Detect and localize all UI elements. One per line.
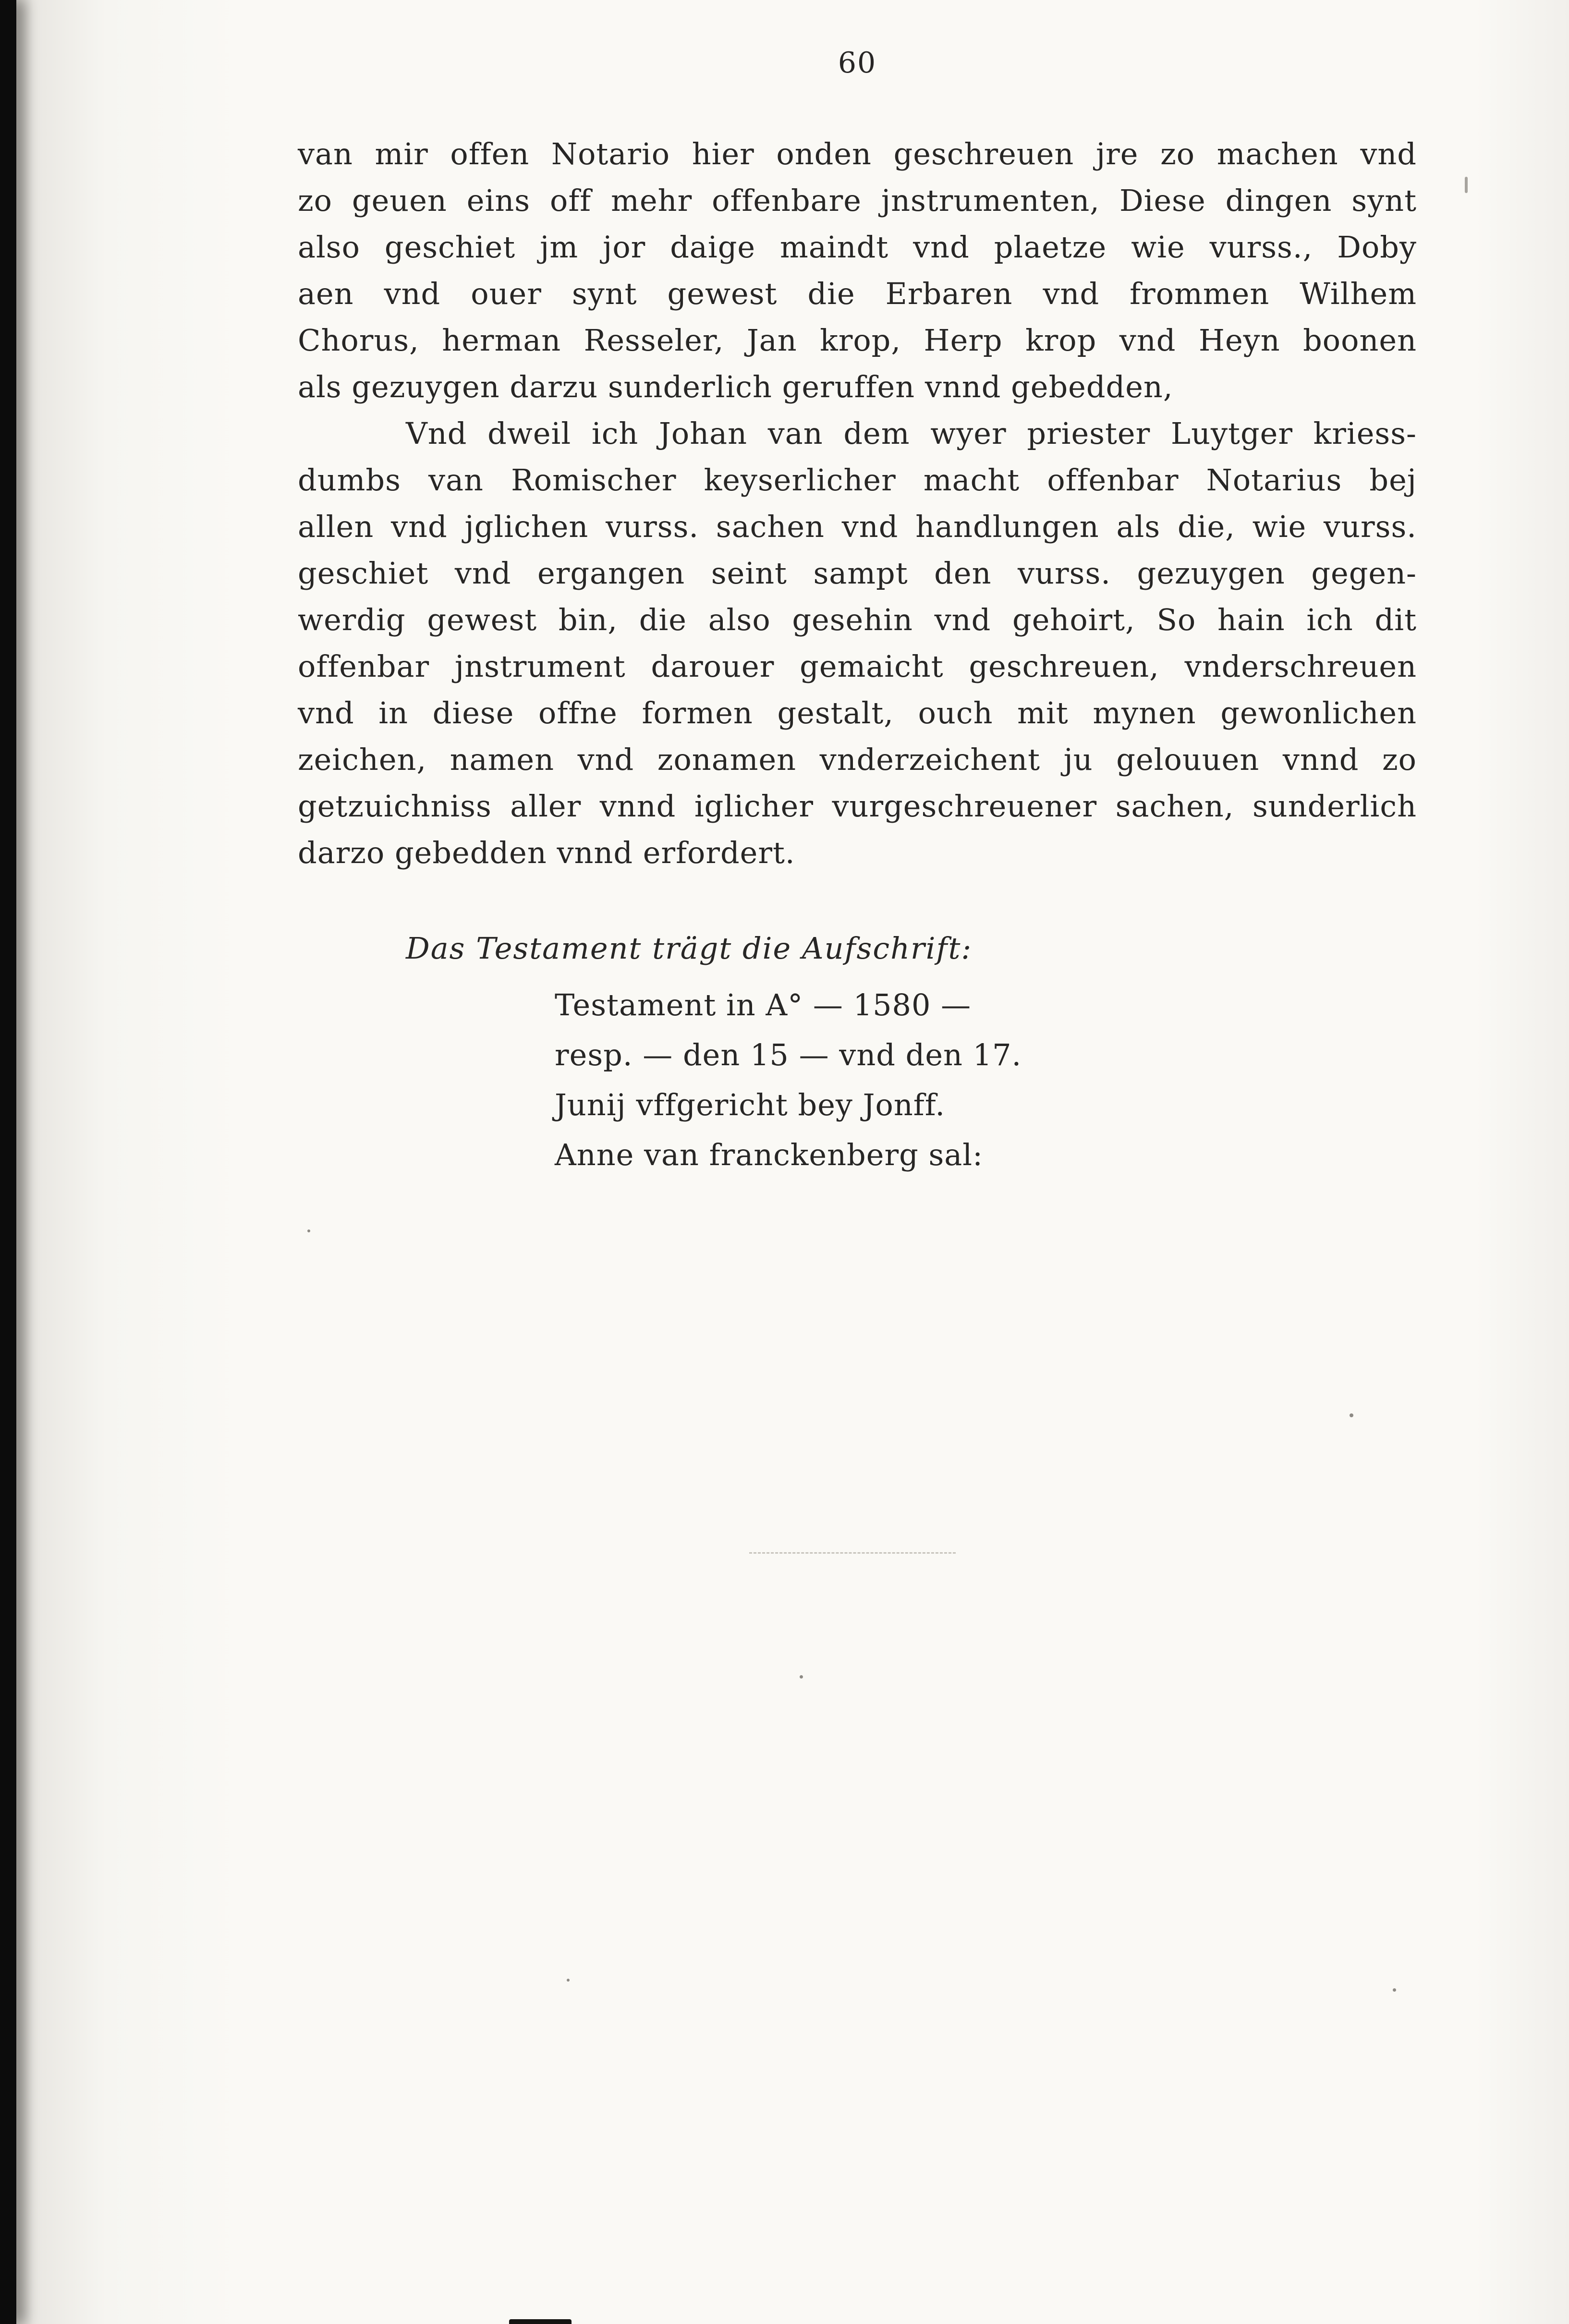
paragraph-1 xyxy=(298,131,1417,410)
scan-edge-artifact xyxy=(0,0,16,2324)
main-text-block xyxy=(298,131,1417,1180)
text-line: aen vnd ouer synt gewest die Erbaren vnd frommen Wilhem xyxy=(298,276,1417,311)
text-line: also geschiet jm jor daige maindt vnd plaetze wie vurss., Doby xyxy=(298,230,1417,265)
inscription-block xyxy=(298,980,1417,1180)
text-line: geschiet vnd ergangen seint sampt den vurss. gezuygen gegen- xyxy=(298,556,1417,591)
inscription-line: Anne van franckenberg sal: xyxy=(555,1137,983,1172)
caption-italic: Das Testament trägt die Aufschrift: xyxy=(406,931,973,966)
inscription-line: Junij vffgericht bey Jonff. xyxy=(555,1087,946,1122)
text-line: getzuichniss aller vnnd iglicher vurgeschreuener sachen, sunderlich xyxy=(298,789,1417,824)
text-line: darzo gebedden vnnd erfordert. xyxy=(298,835,795,870)
text-line: zo geuen eins off mehr offenbare jnstrumenten, Diese dingen synt xyxy=(298,183,1417,218)
text-line: van mir offen Notario hier onden geschreuen jre zo machen vnd xyxy=(298,136,1417,171)
inscription-line: resp. — den 15 — vnd den 17. xyxy=(555,1037,1022,1072)
text-line: werdig gewest bin, die also gesehin vnd gehoirt, So hain ich dit xyxy=(298,602,1417,637)
scan-speck xyxy=(307,1229,310,1232)
paragraph-2 xyxy=(298,410,1417,876)
scan-smudge-artifact xyxy=(509,2319,572,2324)
text-line: vnd in diese offne formen gestalt, ouch mit mynen gewonlichen xyxy=(298,695,1417,730)
scan-speck xyxy=(1465,177,1468,193)
faint-dashed-line-artifact xyxy=(749,1552,956,1554)
scan-speck xyxy=(800,1675,803,1679)
scan-speck xyxy=(567,1979,570,1982)
scan-speck xyxy=(1393,1988,1396,1992)
scan-speck xyxy=(1350,1413,1353,1417)
text-line: Vnd dweil ich Johan van dem wyer priester Luytger kriess- xyxy=(406,416,1417,451)
text-line: allen vnd jglichen vurss. sachen vnd handlungen als die, wie vurss. xyxy=(298,509,1417,544)
text-line: als gezuygen darzu sunderlich geruffen vnnd gebedden, xyxy=(298,369,1173,404)
text-line: offenbar jnstrument darouer gemaicht geschreuen, vnderschreuen xyxy=(298,649,1417,684)
inscription-line: Testament in A° — 1580 — xyxy=(555,987,972,1022)
text-line: dumbs van Romischer keyserlicher macht offenbar Notarius bej xyxy=(298,462,1417,498)
text-line: Chorus, herman Resseler, Jan krop, Herp krop vnd Heyn boonen xyxy=(298,323,1417,358)
text-line: zeichen, namen vnd zonamen vnderzeichent ju gelouuen vnnd zo xyxy=(298,742,1417,777)
page-number: 60 xyxy=(838,46,877,80)
